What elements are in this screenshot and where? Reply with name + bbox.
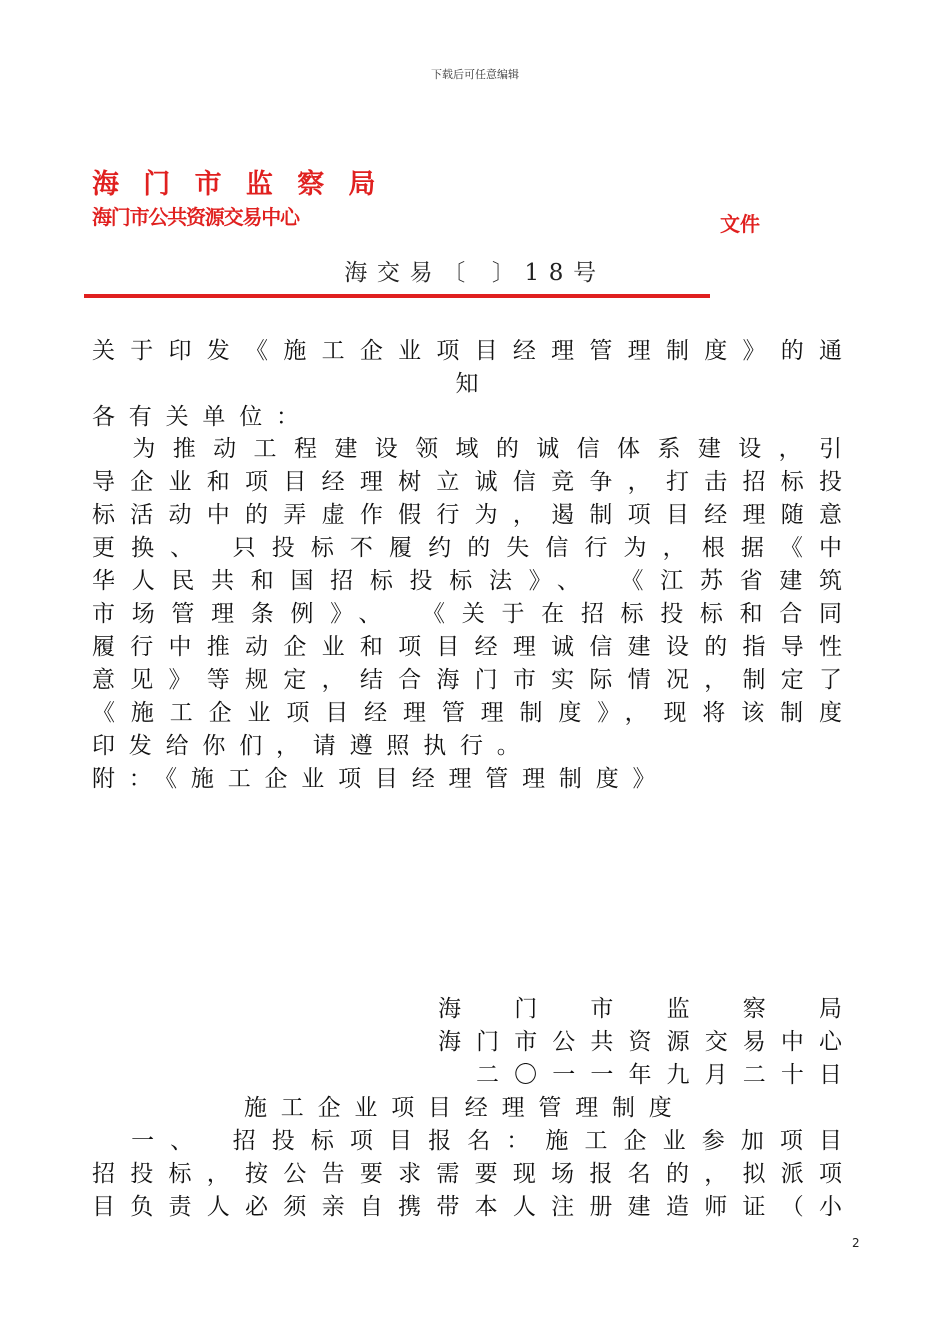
body-line: 导企业和项目经理树立诚信竞争，打击招标投 [92,469,842,495]
body-line: 意见》等规定，结合海门市实际情况，制定了 [92,667,842,693]
attachment-line: 目负责人必须亲自携带本人注册建造师证（小 [92,1194,842,1220]
notice-title-line-2: 知 [455,371,479,397]
signature-org-1: 海门市监察局 [438,996,842,1022]
issuing-org-2: 海门市公共资源交易中心 [92,205,299,229]
salutation: 各有关单位： [92,404,313,430]
body-line: 更换、 只投标不履约的失信行为，根据《中 [92,535,842,561]
document-type-label: 文件 [720,212,760,236]
body-line: 华人民共和国招标投标法》、 《江苏省建筑 [92,568,842,594]
red-divider [84,294,710,298]
attachment-line: 招投标，按公告要求需要现场报名的，拟派项 [92,1161,842,1187]
body-line: 市场管理条例》、 《关于在招标投标和合同 [92,601,842,627]
signature-org-2: 海门市公共资源交易中心 [438,1029,842,1055]
header-note: 下载后可任意编辑 [431,68,519,81]
attachment-title: 施工企业项目经理管理制度 [244,1095,686,1121]
body-line: 《施工企业项目经理管理制度》，现将该制度 [92,700,842,726]
document-number: 海交易〔 〕18号 [344,260,606,286]
issuing-org-1: 海门市监察局 [92,169,400,200]
attachment-line: 一、 招投标项目报名：施工企业参加项目 [92,1128,842,1154]
notice-title-line-1: 关于印发《施工企业项目经理管理制度》的通 [92,338,842,364]
signature-date: 二〇一一年九月二十日 [476,1062,842,1088]
page-number: 2 [852,1236,860,1250]
body-line: 为推动工程建设领域的诚信体系建设，引 [92,436,842,462]
body-line: 履行中推动企业和项目经理诚信建设的指导性 [92,634,842,660]
body-line: 印发给你们，请遵照执行。 [92,733,534,759]
attachment-reference: 附：《施工企业项目经理管理制度》 [92,766,670,792]
body-line: 标活动中的弄虚作假行为，遏制项目经理随意 [92,502,842,528]
